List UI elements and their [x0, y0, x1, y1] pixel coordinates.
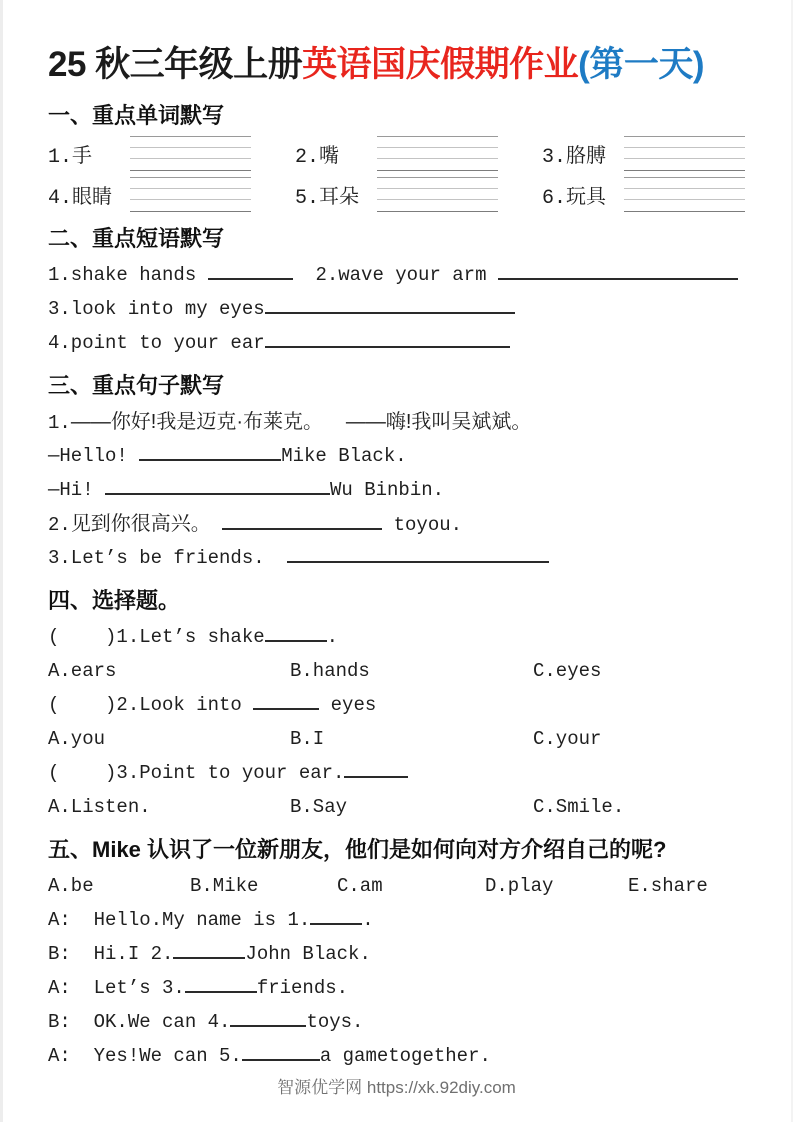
word-item	[48, 135, 251, 172]
text-segment: 2.	[48, 514, 71, 536]
text-segment: 见到你很高兴。	[70, 513, 211, 535]
word-item	[542, 135, 745, 172]
text-segment: John Black.	[245, 943, 371, 965]
text-line	[48, 937, 745, 971]
fill-in-blank	[498, 258, 738, 280]
text-line	[48, 258, 745, 292]
word-item	[295, 135, 498, 172]
text-segment: A: Let’s 3.	[48, 977, 185, 999]
writing-grid	[377, 136, 498, 171]
text-line	[48, 405, 745, 439]
word-label: 4.眼睛	[48, 186, 113, 210]
options-row	[48, 869, 745, 903]
text-segment: 1.	[48, 412, 71, 434]
section-heading: 五、Mike 认识了一位新朋友，他们是如何向对方介绍自己的呢?	[48, 837, 667, 862]
word-label: 6.玩具	[542, 186, 607, 210]
fill-in-blank	[265, 620, 327, 642]
text-line	[48, 1005, 745, 1039]
word-grid-row	[48, 135, 745, 172]
grid-line	[130, 148, 251, 159]
fill-in-blank	[310, 903, 362, 925]
writing-grid	[624, 136, 745, 171]
text-segment: a gametogether.	[319, 1045, 491, 1067]
text-line	[48, 326, 745, 360]
text-segment: Mike Black.	[281, 445, 407, 467]
section-words	[48, 96, 745, 213]
grid-line	[130, 137, 251, 148]
text-line	[48, 507, 745, 541]
option-item: B.hands	[290, 660, 370, 682]
word-label: 5.耳朵	[295, 186, 360, 210]
word-item	[48, 176, 251, 213]
text-segment: 3.look into my eyes	[48, 298, 265, 320]
section-phrases	[48, 219, 745, 360]
fill-in-blank	[139, 439, 281, 461]
text-segment: A: Yes!We can 5.	[48, 1045, 242, 1067]
fill-in-blank	[344, 756, 408, 778]
text-segment: ——你好!我是迈克·布莱克。	[70, 411, 324, 433]
grid-line	[377, 137, 498, 148]
writing-grid	[130, 177, 251, 212]
text-line	[48, 439, 745, 473]
text-segment: 4.point to your ear	[48, 332, 265, 354]
text-segment	[323, 412, 346, 434]
writing-grid	[377, 177, 498, 212]
text-line	[48, 971, 745, 1005]
option-item: C.your	[533, 728, 602, 750]
grid-line	[377, 148, 498, 159]
sections	[48, 96, 745, 1073]
word-label: 3.胳膊	[542, 145, 607, 169]
text-segment: B: Hi.I 2.	[48, 943, 174, 965]
option-item: D.play	[485, 875, 554, 897]
text-segment: 1.shake hands	[48, 264, 208, 286]
options-row	[48, 722, 745, 756]
text-segment	[211, 514, 222, 536]
grid-line	[130, 178, 251, 189]
section-heading: 一、重点单词默写	[48, 103, 225, 128]
word-item	[295, 176, 498, 213]
text-line	[48, 473, 745, 507]
options-row	[48, 790, 745, 824]
fill-in-blank	[185, 971, 257, 993]
fill-in-blank	[208, 258, 293, 280]
text-line	[48, 620, 745, 654]
text-line	[48, 756, 745, 790]
footer-watermark: 智源优学网 https://xk.92diy.com	[277, 1078, 516, 1097]
option-item: B.Mike	[190, 875, 259, 897]
text-line	[48, 541, 745, 575]
fill-in-blank	[265, 292, 515, 314]
section-sentences	[48, 366, 745, 575]
grid-line	[130, 189, 251, 200]
fill-in-blank	[222, 508, 382, 530]
writing-grid	[624, 177, 745, 212]
word-label: 1.手	[48, 145, 93, 169]
word-item	[542, 176, 745, 213]
text-segment: ( )2.Look into	[48, 694, 254, 716]
grid-line	[624, 189, 745, 200]
text-segment: ( )1.Let’s shake	[48, 626, 265, 648]
fill-in-blank	[253, 688, 319, 710]
text-segment: ( )3.Point to your ear.	[48, 762, 345, 784]
section-heading: 二、重点短语默写	[48, 226, 225, 251]
section-heading: 三、重点句子默写	[48, 373, 225, 398]
word-label: 2.嘴	[295, 145, 340, 169]
option-item: C.am	[337, 875, 383, 897]
text-line	[48, 903, 745, 937]
options-row	[48, 654, 745, 688]
option-item: A.you	[48, 728, 106, 750]
text-segment: —Hello!	[48, 445, 140, 467]
section-dialogue	[48, 830, 745, 1073]
text-segment: 2.wave your arm	[292, 264, 498, 286]
fill-in-blank	[230, 1005, 306, 1027]
text-segment: A: Hello.My name is 1.	[48, 909, 311, 931]
grid-line	[377, 189, 498, 200]
text-segment: 3.Let’s be friends.	[48, 547, 288, 569]
option-item: A.be	[48, 875, 94, 897]
page-title	[48, 40, 745, 90]
section-heading: 四、选择题。	[48, 588, 181, 613]
option-item: A.ears	[48, 660, 117, 682]
text-segment: toys.	[306, 1011, 364, 1033]
text-segment: .	[326, 626, 339, 648]
title-part-day: (第一天)	[578, 45, 704, 84]
text-segment: toyou.	[382, 514, 463, 536]
grid-line	[624, 178, 745, 189]
text-segment: Wu Binbin.	[330, 479, 445, 501]
text-segment: .	[362, 909, 374, 931]
fill-in-blank	[265, 326, 510, 348]
word-grid-row	[48, 176, 745, 213]
option-item: B.I	[290, 728, 325, 750]
text-line	[48, 292, 745, 326]
grid-line	[624, 137, 745, 148]
option-item: C.Smile.	[533, 796, 625, 818]
option-item: A.Listen.	[48, 796, 151, 818]
text-line	[48, 688, 745, 722]
grid-line	[377, 178, 498, 189]
title-part-grade: 25 秋三年级上册	[48, 45, 303, 84]
text-segment: friends.	[256, 977, 349, 999]
section-choice	[48, 581, 745, 824]
option-item: B.Say	[290, 796, 348, 818]
title-part-subject: 英语国庆假期作业	[302, 45, 579, 84]
fill-in-blank	[287, 541, 549, 563]
option-item: E.share	[628, 875, 708, 897]
grid-line	[624, 148, 745, 159]
text-segment: ——嗨!我叫吴斌斌。	[345, 411, 532, 433]
option-item: C.eyes	[533, 660, 602, 682]
text-segment: B: OK.We can 4.	[48, 1011, 231, 1033]
text-line	[48, 1039, 745, 1073]
writing-grid	[130, 136, 251, 171]
text-segment: —Hi!	[48, 479, 106, 501]
fill-in-blank	[173, 937, 245, 959]
fill-in-blank	[105, 473, 330, 495]
fill-in-blank	[242, 1039, 320, 1061]
text-segment: eyes	[319, 694, 377, 716]
